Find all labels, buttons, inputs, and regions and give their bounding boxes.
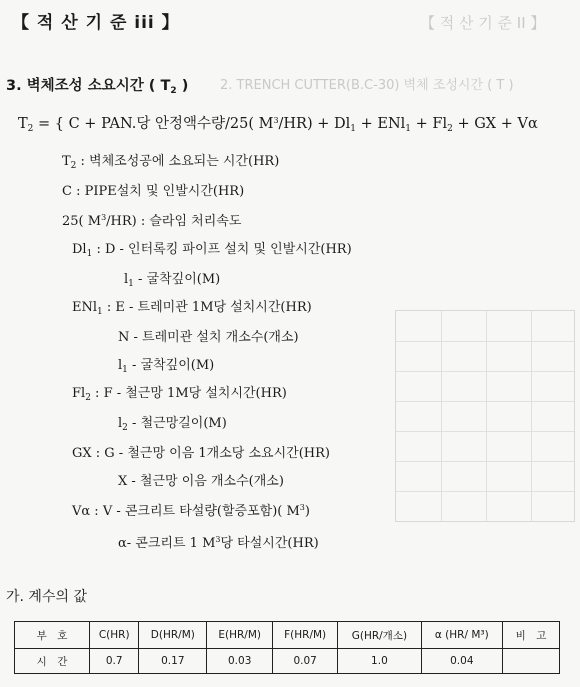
table-header-cell: F(HR/M) — [273, 622, 338, 649]
table-header-cell: 비 고 — [503, 622, 560, 649]
def-l1-b: $l_1$ - 굴착깊이(M) — [118, 358, 215, 375]
table-cell: 0.17 — [139, 649, 207, 674]
table-cell: 시 간 — [15, 649, 90, 674]
table-cell: 0.07 — [273, 649, 338, 674]
page-title: 【 적 산 기 준 iii 】 — [12, 13, 180, 33]
def-alpha: α- 콘크리트 1 $M^3$당 타설시간(HR) — [118, 535, 319, 551]
def-gx: GX : G - 철근망 이음 1개소당 소요시간(HR) — [72, 446, 330, 461]
def-x: X - 철근망 이음 개소수(개소) — [118, 474, 284, 489]
def-va: Vα : V - 콘크리트 타설량(할증포함)( $M^3$) — [72, 503, 310, 519]
table-cell: 0.03 — [207, 649, 273, 674]
section-heading: 3. 벽체조성 소요시간 ( $T_2$ ) — [6, 78, 189, 96]
def-n: N - 트레미관 설치 개소수(개소) — [118, 330, 299, 345]
def-slime: 25( $M^3/HR$) : 슬라임 처리속도 — [62, 213, 242, 229]
coefficient-table — [14, 621, 560, 674]
table-header-cell: D(HR/M) — [139, 622, 207, 649]
table-cell: 1.0 — [338, 649, 421, 674]
def-l1-a: $l_1$ - 굴착깊이(M) — [124, 272, 221, 289]
def-l2: $l_2$ - 철근망길이(M) — [118, 416, 227, 433]
ghost-table — [395, 310, 575, 522]
table-cell: 0.7 — [90, 649, 139, 674]
table-header-cell: E(HR/M) — [207, 622, 273, 649]
def-dl1: $Dl_1$ : D - 인터록킹 파이프 설치 및 인발시간(HR) — [72, 242, 352, 259]
table-cell — [503, 649, 560, 674]
table-header-cell: 부 호 — [15, 622, 90, 649]
table-header-cell: G(HR/개소) — [338, 622, 421, 649]
ghost-title: 【 적 산 기 준 II 】 — [420, 14, 546, 32]
table-cell: 0.04 — [421, 649, 502, 674]
table-row — [15, 649, 560, 674]
table-header-row — [15, 622, 560, 649]
subsection-heading: 가. 계수의 값 — [6, 589, 87, 605]
table-header-cell: C(HR) — [90, 622, 139, 649]
def-c: C : PIPE설치 및 인발시간(HR) — [62, 184, 245, 199]
main-formula: $T_2$ = { C + PAN.당 안정액수량/25( $M^3/HR) + Dl_1 + ENl_1 + Fl_2$ + GX + Vα — [18, 116, 538, 134]
table-header-cell: α (HR/ M³) — [421, 622, 502, 649]
def-t2: $T_2$ : 벽체조성공에 소요되는 시간(HR) — [62, 154, 280, 171]
ghost-heading: 2. TRENCH CUTTER(B.C-30) 벽체 조성시간 ( T ) — [220, 78, 514, 93]
def-enl1: ENl$_1$ : E - 트레미관 1M당 설치시간(HR) — [72, 300, 312, 317]
def-fl2: $Fl_2$ : F - 철근망 1M당 설치시간(HR) — [72, 386, 287, 403]
